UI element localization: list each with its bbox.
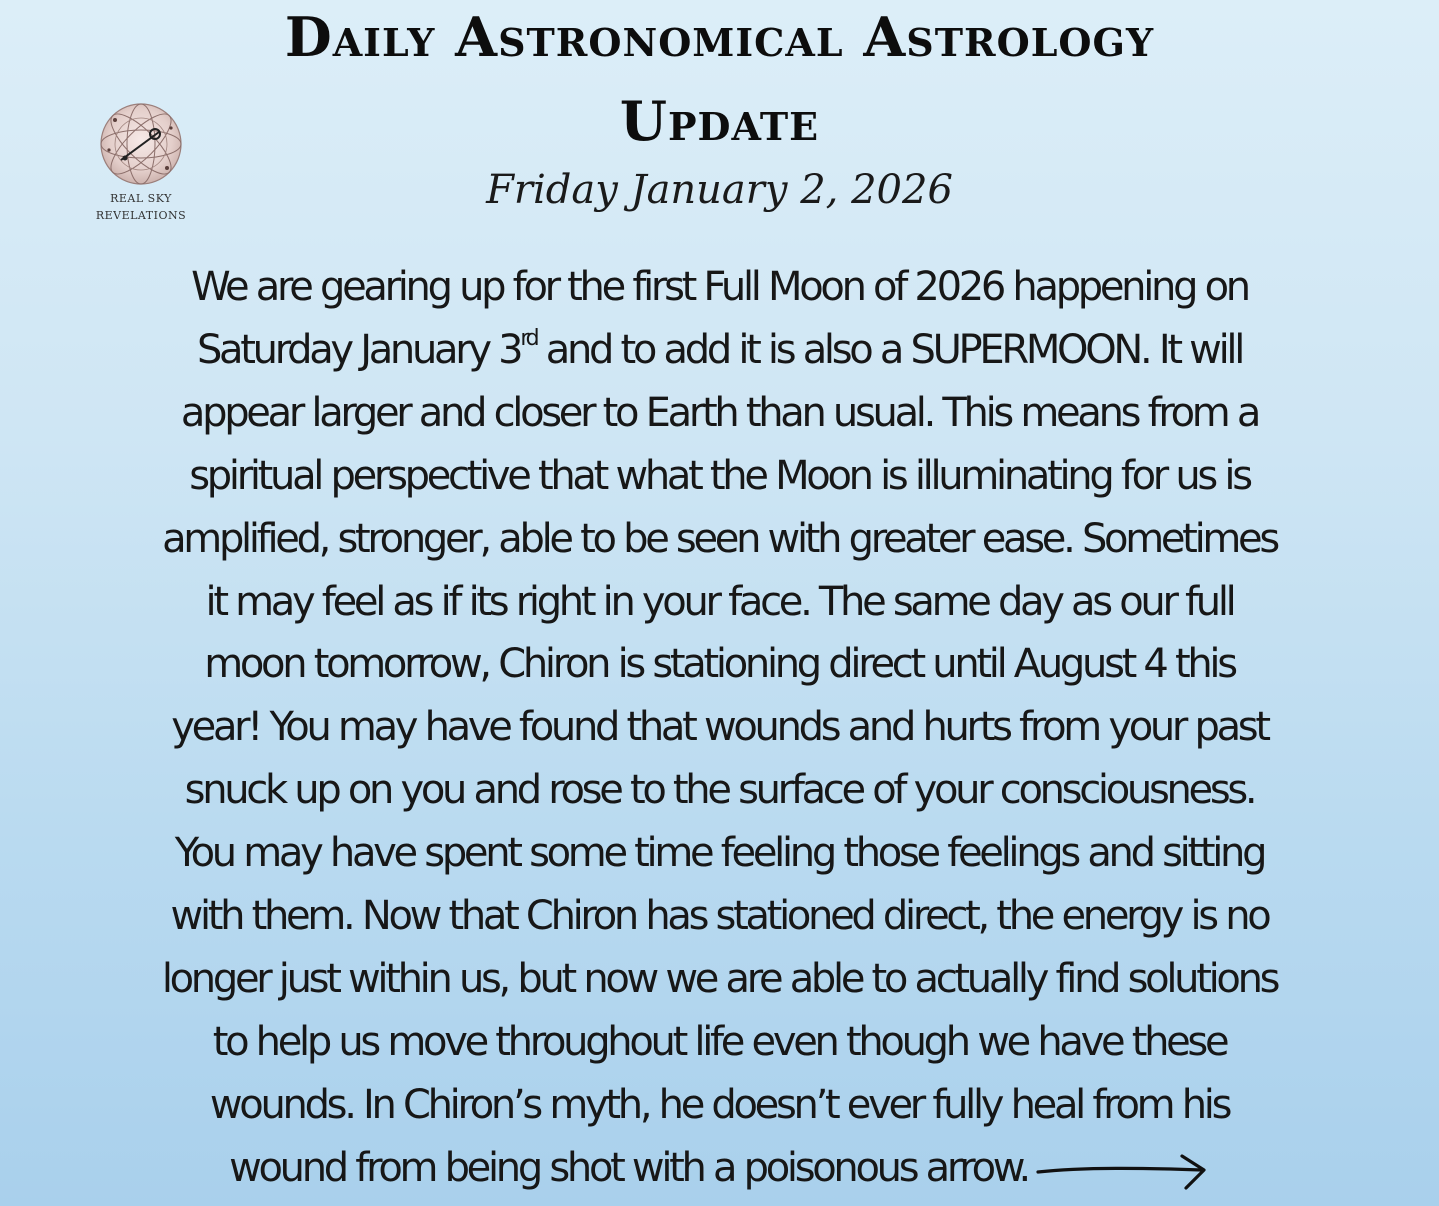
body-line-11: with them. Now that Chiron has stationed direct, the energy is no xyxy=(170,893,1269,940)
body-line-12: longer just within us, but now we are able to actually find solutions xyxy=(161,955,1278,1002)
body-line-2 xyxy=(0,319,1439,382)
body-line-15-text: wound from being shot with a poisonous arrow. xyxy=(229,1144,1028,1191)
body-line-10: You may have spent some time feeling those feelings and sitting xyxy=(174,830,1265,877)
logo-text-line-2: REVELATIONS xyxy=(95,209,187,222)
brand-logo xyxy=(86,98,196,228)
astrolabe-sphere-icon xyxy=(95,98,187,190)
post-body xyxy=(0,256,1439,1200)
post-date: Friday January 2, 2026 xyxy=(486,167,953,213)
logo-text-line-1: REAL SKY xyxy=(110,192,172,205)
ordinal-suffix: rd xyxy=(520,325,537,351)
body-line-9: snuck up on you and rose to the surface of your consciousness. xyxy=(184,767,1255,814)
body-line-2-text: Saturday January 3 xyxy=(196,326,521,373)
body-line-6: it may feel as if its right in your face. The same day as our full xyxy=(205,578,1234,625)
body-line-14: wounds. In Chiron’s myth, he doesn’t ever fully heal from his xyxy=(209,1081,1230,1128)
arrow-right-icon xyxy=(1034,1148,1210,1192)
body-line-4: spiritual perspective that what the Moon is illuminating for us is xyxy=(189,452,1250,499)
page-title-line-1: Daily Astronomical Astrology xyxy=(284,5,1155,69)
body-line-3: appear larger and closer to Earth than usual. This means from a xyxy=(180,389,1259,436)
body-line-2-rest: and to add it is also a SUPERMOON. It will xyxy=(536,326,1243,373)
body-line-7: moon tomorrow, Chiron is stationing direct until August 4 this xyxy=(204,641,1235,688)
body-line-15 xyxy=(0,1137,1439,1200)
page-title-line-2: Update xyxy=(619,89,820,153)
body-line-5: amplified, stronger, able to be seen with greater ease. Sometimes xyxy=(162,515,1277,562)
body-line-8: year! You may have found that wounds and hurts from your past xyxy=(171,704,1268,751)
body-line-13: to help us move throughout life even though we have these xyxy=(212,1018,1227,1065)
body-line-1: We are gearing up for the first Full Moon of 2026 happening on xyxy=(191,264,1248,310)
